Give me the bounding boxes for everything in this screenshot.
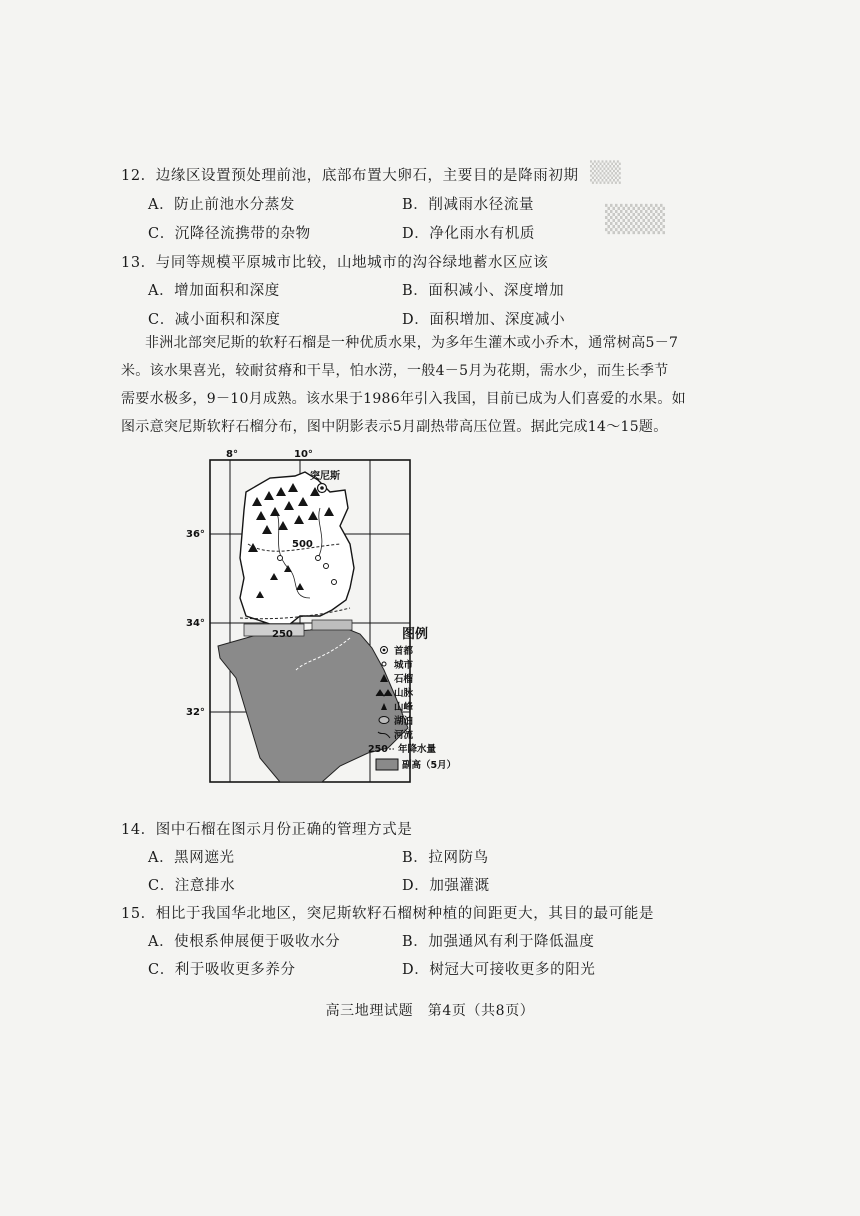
capital-legend-dot — [383, 649, 386, 652]
latitude-label: 32° — [186, 707, 205, 718]
lake-legend-icon — [379, 717, 389, 724]
q13-option-a: A．增加面积和深度 — [148, 283, 280, 299]
question-15-stem: 15．相比于我国华北地区，突尼斯软籽石榴树种植的间距更大，其目的最可能是 — [121, 906, 655, 922]
q12-option-a: A．防止前池水分蒸发 — [148, 197, 295, 213]
q15-option-d: D．树冠大可接收更多的阳光 — [402, 962, 596, 978]
bleed-through-shadow: ▒▒▒ — [605, 205, 665, 235]
passage-line: 非洲北部突尼斯的软籽石榴是一种优质水果，为多年生灌木或小乔木，通常树高5－7 — [145, 335, 679, 351]
capital-marker-dot — [320, 486, 324, 490]
latitude-label: 36° — [186, 529, 205, 540]
q13-option-c: C．减小面积和深度 — [148, 312, 281, 328]
passage-line: 米。该水果喜光，较耐贫瘠和干旱，怕水涝，一般4－5月为花期，需水少，而生长季节 — [121, 363, 669, 379]
legend-label: 山脉 — [394, 688, 414, 699]
q15-option-a: A．使根系伸展便于吸收水分 — [148, 934, 341, 950]
q15-option-c: C．利于吸收更多养分 — [148, 962, 296, 978]
q12-option-d: D．净化雨水有机质 — [402, 226, 536, 242]
q14-option-b: B．拉网防鸟 — [402, 850, 489, 866]
q14-option-d: D．加强灌溉 — [402, 878, 490, 894]
question-13-stem: 13．与同等规模平原城市比较，山地城市的沟谷绿地蓄水区应该 — [121, 255, 549, 271]
legend-label: 山峰 — [394, 702, 414, 713]
tunisia-pomegranate-map — [186, 448, 530, 788]
reading-passage — [121, 329, 741, 441]
q15-option-b: B．加强通风有利于降低温度 — [402, 934, 595, 950]
longitude-label: 10° — [294, 449, 313, 460]
q12-option-b: B．削减雨水径流量 — [402, 197, 535, 213]
q13-option-b: B．面积减小、深度增加 — [402, 283, 565, 299]
subtropical-high-legend-swatch — [376, 759, 398, 770]
legend-label: 城市 — [394, 660, 414, 671]
page-footer: 高三地理试题 第4页（共8页） — [325, 1003, 535, 1019]
isohyet-legend-sample: 250 — [368, 744, 388, 755]
capital-label: 突尼斯 — [310, 471, 340, 482]
isohyet-label-250: 250 — [272, 629, 293, 640]
q12-option-c: C．沉降径流携带的杂物 — [148, 226, 311, 242]
legend-label: 首都 — [394, 646, 414, 657]
latitude-label: 34° — [186, 618, 205, 629]
passage-line: 图示意突尼斯软籽石榴分布，图中阴影表示5月副热带高压位置。据此完成14～15题。 — [121, 419, 668, 435]
legend-label: 石榴 — [394, 674, 414, 685]
city-legend-icon — [382, 662, 386, 666]
q14-option-c: C．注意排水 — [148, 878, 236, 894]
isohyet-label-500: 500 — [292, 539, 313, 550]
legend-label: 年降水量 — [398, 744, 437, 755]
legend-title: 图例 — [402, 627, 429, 642]
q13-option-d: D．面积增加、深度减小 — [402, 312, 566, 328]
passage-line: 需要水极多，9－10月成熟。该水果于1986年引入我国，目前已成为人们喜爱的水果。如 — [121, 391, 686, 407]
bleed-through-shadow: ▒▒ — [590, 160, 621, 184]
longitude-label: 8° — [226, 449, 238, 460]
salt-lake-icon — [312, 620, 352, 630]
question-12-stem: 12．边缘区设置预处理前池，底部布置大卵石，主要目的是降雨初期 — [121, 168, 579, 184]
q14-option-a: A．黑网遮光 — [148, 850, 235, 866]
legend-label: 河流 — [394, 730, 414, 741]
question-14-stem: 14．图中石榴在图示月份正确的管理方式是 — [121, 822, 413, 838]
legend-label: 湖泊 — [394, 716, 414, 727]
legend-label: 副高（5月） — [402, 760, 457, 771]
